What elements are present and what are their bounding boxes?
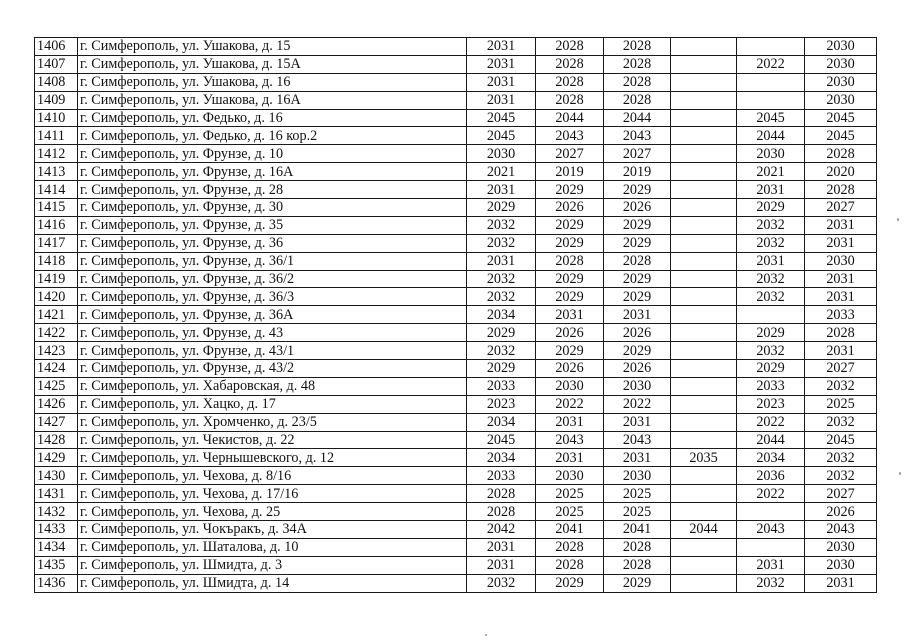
cell-year-col-5 [737, 91, 805, 109]
cell-year-col-1: 2028 [467, 503, 536, 521]
cell-year-col-2: 2030 [536, 467, 604, 485]
cell-year-col-4 [671, 431, 737, 449]
cell-address: г. Симферополь, ул. Фрунзе, д. 36/3 [78, 288, 467, 306]
cell-row-number: 1409 [35, 91, 78, 109]
cell-row-number: 1416 [35, 216, 78, 234]
cell-year-col-1: 2045 [467, 431, 536, 449]
cell-year-col-1: 2032 [467, 288, 536, 306]
cell-address: г. Симферополь, ул. Ушакова, д. 16 [78, 73, 467, 91]
cell-year-col-5: 2032 [737, 234, 805, 252]
cell-year-col-5: 2022 [737, 55, 805, 73]
cell-row-number: 1407 [35, 55, 78, 73]
cell-row-number: 1436 [35, 574, 78, 592]
cell-row-number: 1425 [35, 377, 78, 395]
cell-address: г. Симферополь, ул. Фрунзе, д. 10 [78, 145, 467, 163]
cell-year-col-1: 2034 [467, 449, 536, 467]
cell-year-col-5 [737, 503, 805, 521]
cell-year-col-3: 2027 [604, 145, 671, 163]
cell-row-number: 1429 [35, 449, 78, 467]
cell-year-col-3: 2029 [604, 574, 671, 592]
cell-year-col-4 [671, 73, 737, 91]
cell-year-col-6: 2030 [805, 556, 877, 574]
cell-row-number: 1417 [35, 234, 78, 252]
table-row [35, 324, 877, 342]
cell-year-col-1: 2032 [467, 342, 536, 360]
cell-year-col-5: 2032 [737, 574, 805, 592]
cell-year-col-6: 2027 [805, 199, 877, 217]
cell-year-col-1: 2028 [467, 485, 536, 503]
cell-year-col-6: 2045 [805, 109, 877, 127]
cell-year-col-1: 2045 [467, 109, 536, 127]
cell-row-number: 1424 [35, 360, 78, 378]
cell-year-col-1: 2032 [467, 216, 536, 234]
cell-year-col-6: 2032 [805, 413, 877, 431]
cell-year-col-6: 2030 [805, 538, 877, 556]
table-row [35, 38, 877, 56]
table-row [35, 449, 877, 467]
table-row [35, 270, 877, 288]
cell-year-col-4 [671, 127, 737, 145]
cell-year-col-6: 2033 [805, 306, 877, 324]
cell-row-number: 1421 [35, 306, 78, 324]
cell-address: г. Симферополь, ул. Фрунзе, д. 43 [78, 324, 467, 342]
cell-year-col-2: 2027 [536, 145, 604, 163]
cell-year-col-3: 2026 [604, 199, 671, 217]
cell-address: г. Симферополь, ул. Шмидта, д. 3 [78, 556, 467, 574]
cell-address: г. Симферополь, ул. Чехова, д. 8/16 [78, 467, 467, 485]
cell-address: г. Симферополь, ул. Чокъракъ, д. 34А [78, 521, 467, 539]
cell-year-col-3: 2028 [604, 91, 671, 109]
table-row [35, 538, 877, 556]
cell-year-col-2: 2029 [536, 574, 604, 592]
cell-year-col-4 [671, 556, 737, 574]
cell-year-col-3: 2026 [604, 324, 671, 342]
cell-year-col-6: 2030 [805, 38, 877, 56]
cell-row-number: 1434 [35, 538, 78, 556]
table-row [35, 574, 877, 592]
cell-year-col-4 [671, 181, 737, 199]
cell-row-number: 1435 [35, 556, 78, 574]
cell-year-col-4 [671, 574, 737, 592]
cell-year-col-2: 2028 [536, 55, 604, 73]
cell-year-col-2: 2028 [536, 556, 604, 574]
cell-year-col-4 [671, 342, 737, 360]
table-row [35, 252, 877, 270]
table-row [35, 73, 877, 91]
cell-year-col-2: 2029 [536, 342, 604, 360]
table-row [35, 163, 877, 181]
cell-address: г. Симферополь, ул. Фрунзе, д. 36 [78, 234, 467, 252]
cell-year-col-2: 2026 [536, 360, 604, 378]
scan-speck [899, 472, 901, 475]
table-row [35, 377, 877, 395]
cell-year-col-3: 2031 [604, 306, 671, 324]
cell-year-col-2: 2028 [536, 538, 604, 556]
cell-address: г. Симферополь, ул. Шаталова, д. 10 [78, 538, 467, 556]
cell-year-col-4 [671, 324, 737, 342]
cell-address: г. Симферополь, ул. Фрунзе, д. 28 [78, 181, 467, 199]
cell-year-col-3: 2029 [604, 342, 671, 360]
cell-address: г. Симферополь, ул. Фрунзе, д. 43/2 [78, 360, 467, 378]
cell-year-col-5: 2044 [737, 431, 805, 449]
cell-year-col-6: 2031 [805, 216, 877, 234]
cell-year-col-5: 2029 [737, 199, 805, 217]
cell-year-col-6: 2028 [805, 181, 877, 199]
cell-year-col-2: 2031 [536, 449, 604, 467]
cell-address: г. Симферополь, ул. Ушакова, д. 15А [78, 55, 467, 73]
cell-year-col-6: 2030 [805, 91, 877, 109]
cell-year-col-4 [671, 252, 737, 270]
cell-year-col-6: 2030 [805, 252, 877, 270]
cell-year-col-5: 2044 [737, 127, 805, 145]
cell-year-col-4 [671, 485, 737, 503]
cell-year-col-4: 2035 [671, 449, 737, 467]
cell-address: г. Симферополь, ул. Фрунзе, д. 36А [78, 306, 467, 324]
cell-year-col-1: 2029 [467, 360, 536, 378]
cell-year-col-4 [671, 216, 737, 234]
cell-year-col-6: 2032 [805, 449, 877, 467]
cell-year-col-1: 2031 [467, 73, 536, 91]
cell-year-col-5: 2045 [737, 109, 805, 127]
cell-row-number: 1415 [35, 199, 78, 217]
cell-year-col-2: 2029 [536, 181, 604, 199]
cell-address: г. Симферополь, ул. Фрунзе, д. 43/1 [78, 342, 467, 360]
cell-address: г. Симферополь, ул. Фрунзе, д. 16А [78, 163, 467, 181]
table-row [35, 145, 877, 163]
cell-year-col-2: 2043 [536, 431, 604, 449]
cell-year-col-1: 2029 [467, 324, 536, 342]
table-row [35, 360, 877, 378]
cell-year-col-3: 2028 [604, 556, 671, 574]
table-row [35, 234, 877, 252]
cell-year-col-5 [737, 538, 805, 556]
cell-year-col-2: 2030 [536, 377, 604, 395]
cell-year-col-3: 2028 [604, 38, 671, 56]
cell-address: г. Симферополь, ул. Фрунзе, д. 36/2 [78, 270, 467, 288]
cell-year-col-1: 2042 [467, 521, 536, 539]
cell-year-col-3: 2043 [604, 127, 671, 145]
cell-year-col-6: 2031 [805, 288, 877, 306]
cell-year-col-2: 2041 [536, 521, 604, 539]
table-row [35, 395, 877, 413]
cell-year-col-1: 2045 [467, 127, 536, 145]
cell-year-col-2: 2028 [536, 38, 604, 56]
cell-year-col-5: 2021 [737, 163, 805, 181]
cell-row-number: 1432 [35, 503, 78, 521]
cell-year-col-2: 2025 [536, 485, 604, 503]
cell-address: г. Симферополь, ул. Шмидта, д. 14 [78, 574, 467, 592]
cell-row-number: 1419 [35, 270, 78, 288]
cell-year-col-4 [671, 145, 737, 163]
cell-year-col-4 [671, 55, 737, 73]
cell-year-col-4 [671, 234, 737, 252]
cell-year-col-3: 2028 [604, 73, 671, 91]
cell-year-col-1: 2034 [467, 306, 536, 324]
cell-year-col-5: 2032 [737, 270, 805, 288]
table-body [35, 38, 877, 593]
table-row [35, 55, 877, 73]
cell-address: г. Симферополь, ул. Хабаровская, д. 48 [78, 377, 467, 395]
cell-year-col-3: 2025 [604, 503, 671, 521]
cell-year-col-5: 2032 [737, 216, 805, 234]
cell-address: г. Симферополь, ул. Федько, д. 16 кор.2 [78, 127, 467, 145]
cell-year-col-2: 2028 [536, 91, 604, 109]
table-row [35, 306, 877, 324]
cell-year-col-3: 2031 [604, 449, 671, 467]
table-row [35, 503, 877, 521]
cell-year-col-3: 2044 [604, 109, 671, 127]
cell-year-col-1: 2030 [467, 145, 536, 163]
cell-address: г. Симферополь, ул. Чекистов, д. 22 [78, 431, 467, 449]
cell-year-col-3: 2041 [604, 521, 671, 539]
cell-year-col-5 [737, 306, 805, 324]
cell-year-col-6: 2030 [805, 55, 877, 73]
cell-year-col-6: 2031 [805, 574, 877, 592]
cell-year-col-4 [671, 199, 737, 217]
cell-year-col-5: 2029 [737, 324, 805, 342]
cell-year-col-4 [671, 270, 737, 288]
cell-address: г. Симферополь, ул. Чехова, д. 25 [78, 503, 467, 521]
cell-year-col-2: 2031 [536, 306, 604, 324]
table-row [35, 431, 877, 449]
cell-year-col-3: 2028 [604, 538, 671, 556]
cell-row-number: 1414 [35, 181, 78, 199]
cell-year-col-4: 2044 [671, 521, 737, 539]
cell-address: г. Симферополь, ул. Фрунзе, д. 36/1 [78, 252, 467, 270]
cell-year-col-6: 2031 [805, 234, 877, 252]
cell-row-number: 1418 [35, 252, 78, 270]
cell-year-col-6: 2030 [805, 73, 877, 91]
cell-row-number: 1410 [35, 109, 78, 127]
cell-year-col-4 [671, 413, 737, 431]
cell-year-col-5: 2034 [737, 449, 805, 467]
cell-year-col-4 [671, 306, 737, 324]
cell-year-col-3: 2030 [604, 377, 671, 395]
cell-year-col-4 [671, 163, 737, 181]
scan-speck [897, 218, 899, 221]
cell-year-col-2: 2019 [536, 163, 604, 181]
table-row [35, 342, 877, 360]
cell-year-col-3: 2026 [604, 360, 671, 378]
cell-year-col-1: 2033 [467, 467, 536, 485]
cell-year-col-3: 2029 [604, 288, 671, 306]
cell-year-col-2: 2025 [536, 503, 604, 521]
cell-row-number: 1431 [35, 485, 78, 503]
cell-year-col-2: 2029 [536, 234, 604, 252]
cell-year-col-6: 2043 [805, 521, 877, 539]
cell-row-number: 1426 [35, 395, 78, 413]
cell-year-col-4 [671, 360, 737, 378]
cell-year-col-2: 2029 [536, 288, 604, 306]
cell-year-col-5: 2022 [737, 413, 805, 431]
cell-year-col-6: 2045 [805, 127, 877, 145]
cell-year-col-6: 2026 [805, 503, 877, 521]
cell-year-col-5 [737, 38, 805, 56]
cell-year-col-6: 2031 [805, 342, 877, 360]
table-row [35, 556, 877, 574]
scan-speck [485, 634, 487, 636]
cell-year-col-1: 2021 [467, 163, 536, 181]
cell-year-col-3: 2029 [604, 234, 671, 252]
cell-address: г. Симферополь, ул. Хромченко, д. 23/5 [78, 413, 467, 431]
cell-year-col-1: 2032 [467, 234, 536, 252]
table-row [35, 288, 877, 306]
cell-year-col-6: 2027 [805, 485, 877, 503]
cell-year-col-4 [671, 38, 737, 56]
cell-year-col-5: 2031 [737, 181, 805, 199]
cell-year-col-3: 2029 [604, 270, 671, 288]
cell-year-col-1: 2031 [467, 181, 536, 199]
cell-year-col-5: 2033 [737, 377, 805, 395]
cell-address: г. Симферополь, ул. Ушакова, д. 16А [78, 91, 467, 109]
cell-year-col-2: 2044 [536, 109, 604, 127]
table-row [35, 109, 877, 127]
cell-year-col-2: 2031 [536, 413, 604, 431]
table-row [35, 199, 877, 217]
cell-address: г. Симферополь, ул. Чехова, д. 17/16 [78, 485, 467, 503]
cell-year-col-5 [737, 73, 805, 91]
cell-year-col-3: 2022 [604, 395, 671, 413]
cell-year-col-1: 2031 [467, 538, 536, 556]
cell-year-col-3: 2025 [604, 485, 671, 503]
cell-year-col-5: 2031 [737, 252, 805, 270]
cell-year-col-6: 2032 [805, 377, 877, 395]
cell-year-col-3: 2031 [604, 413, 671, 431]
cell-row-number: 1420 [35, 288, 78, 306]
cell-year-col-1: 2032 [467, 574, 536, 592]
cell-year-col-1: 2031 [467, 252, 536, 270]
cell-year-col-1: 2031 [467, 556, 536, 574]
cell-year-col-2: 2029 [536, 270, 604, 288]
cell-year-col-5: 2036 [737, 467, 805, 485]
cell-address: г. Симферополь, ул. Хацко, д. 17 [78, 395, 467, 413]
cell-year-col-4 [671, 91, 737, 109]
cell-year-col-5: 2032 [737, 342, 805, 360]
cell-row-number: 1422 [35, 324, 78, 342]
cell-address: г. Симферополь, ул. Федько, д. 16 [78, 109, 467, 127]
cell-year-col-1: 2031 [467, 38, 536, 56]
cell-year-col-4 [671, 288, 737, 306]
cell-row-number: 1427 [35, 413, 78, 431]
cell-year-col-2: 2026 [536, 199, 604, 217]
cell-year-col-4 [671, 395, 737, 413]
cell-address: г. Симферополь, ул. Фрунзе, д. 30 [78, 199, 467, 217]
housing-schedule-table [34, 37, 877, 593]
table-row [35, 485, 877, 503]
cell-year-col-4 [671, 538, 737, 556]
cell-year-col-3: 2029 [604, 181, 671, 199]
cell-year-col-3: 2030 [604, 467, 671, 485]
cell-row-number: 1412 [35, 145, 78, 163]
cell-year-col-1: 2023 [467, 395, 536, 413]
cell-row-number: 1428 [35, 431, 78, 449]
table-row [35, 413, 877, 431]
cell-row-number: 1406 [35, 38, 78, 56]
cell-address: г. Симферополь, ул. Ушакова, д. 15 [78, 38, 467, 56]
cell-year-col-4 [671, 467, 737, 485]
cell-year-col-1: 2031 [467, 55, 536, 73]
cell-row-number: 1413 [35, 163, 78, 181]
cell-year-col-1: 2033 [467, 377, 536, 395]
cell-year-col-2: 2043 [536, 127, 604, 145]
cell-year-col-5: 2030 [737, 145, 805, 163]
cell-year-col-1: 2034 [467, 413, 536, 431]
table-row [35, 127, 877, 145]
cell-year-col-3: 2029 [604, 216, 671, 234]
cell-year-col-4 [671, 377, 737, 395]
cell-year-col-6: 2028 [805, 145, 877, 163]
cell-address: г. Симферополь, ул. Фрунзе, д. 35 [78, 216, 467, 234]
cell-year-col-1: 2031 [467, 91, 536, 109]
table-row [35, 521, 877, 539]
table-row [35, 91, 877, 109]
cell-year-col-3: 2043 [604, 431, 671, 449]
cell-year-col-3: 2028 [604, 55, 671, 73]
cell-year-col-2: 2029 [536, 216, 604, 234]
cell-year-col-6: 2027 [805, 360, 877, 378]
cell-year-col-2: 2026 [536, 324, 604, 342]
cell-year-col-6: 2025 [805, 395, 877, 413]
cell-year-col-5: 2043 [737, 521, 805, 539]
cell-year-col-4 [671, 503, 737, 521]
cell-year-col-6: 2020 [805, 163, 877, 181]
cell-year-col-6: 2032 [805, 467, 877, 485]
cell-row-number: 1411 [35, 127, 78, 145]
cell-year-col-5: 2023 [737, 395, 805, 413]
cell-year-col-5: 2022 [737, 485, 805, 503]
cell-year-col-2: 2028 [536, 252, 604, 270]
cell-row-number: 1423 [35, 342, 78, 360]
cell-year-col-4 [671, 109, 737, 127]
cell-year-col-5: 2032 [737, 288, 805, 306]
cell-row-number: 1430 [35, 467, 78, 485]
cell-year-col-3: 2028 [604, 252, 671, 270]
cell-year-col-6: 2031 [805, 270, 877, 288]
table-row [35, 467, 877, 485]
cell-year-col-2: 2028 [536, 73, 604, 91]
cell-row-number: 1433 [35, 521, 78, 539]
table-row [35, 216, 877, 234]
cell-year-col-2: 2022 [536, 395, 604, 413]
cell-row-number: 1408 [35, 73, 78, 91]
table-row [35, 181, 877, 199]
cell-year-col-1: 2032 [467, 270, 536, 288]
cell-year-col-1: 2029 [467, 199, 536, 217]
cell-year-col-5: 2029 [737, 360, 805, 378]
cell-year-col-5: 2031 [737, 556, 805, 574]
cell-address: г. Симферополь, ул. Чернышевского, д. 12 [78, 449, 467, 467]
cell-year-col-3: 2019 [604, 163, 671, 181]
cell-year-col-6: 2028 [805, 324, 877, 342]
cell-year-col-6: 2045 [805, 431, 877, 449]
